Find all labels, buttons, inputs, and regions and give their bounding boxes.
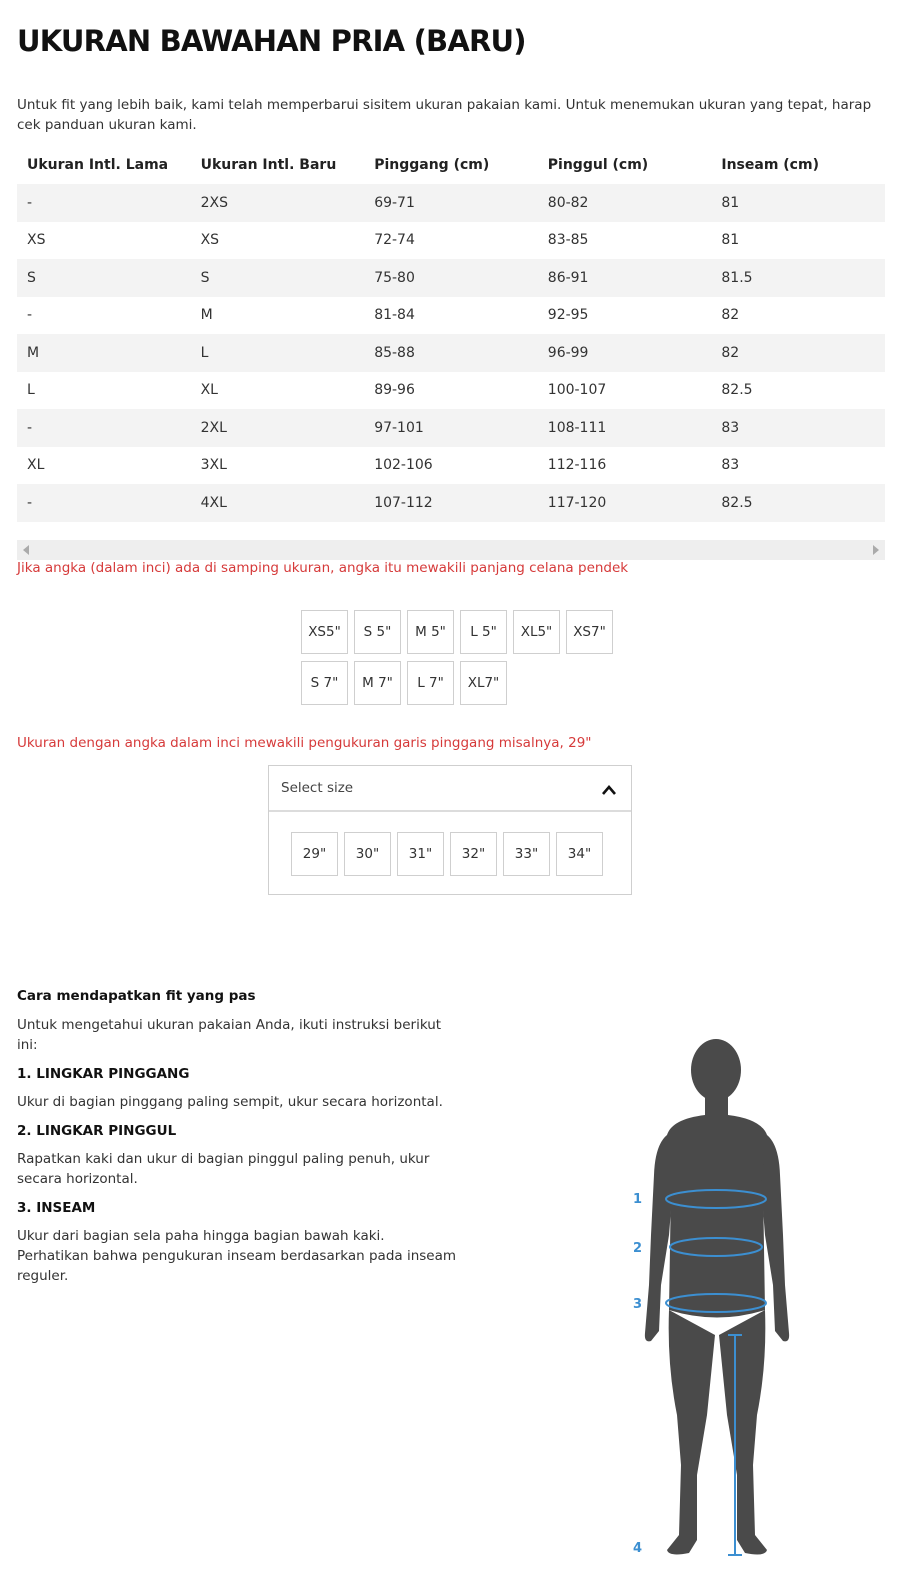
- waist-size-chip[interactable]: 30": [344, 832, 391, 876]
- table-cell: -: [17, 409, 191, 447]
- table-cell: 2XL: [191, 409, 365, 447]
- table-cell: 81.5: [711, 259, 885, 297]
- table-cell: S: [191, 259, 365, 297]
- table-cell: 81-84: [374, 307, 415, 324]
- table-row: [17, 447, 885, 485]
- table-cell: 107-112: [364, 484, 538, 522]
- size-chip[interactable]: XS5": [301, 610, 348, 654]
- fit-guide: [17, 985, 457, 1286]
- table-row: [17, 484, 885, 522]
- table-cell: L: [27, 382, 35, 399]
- table-cell: 92-95: [547, 307, 589, 324]
- measure-label-hip: 2: [633, 1241, 643, 1256]
- column-header: Ukuran Intl. Baru: [200, 157, 337, 173]
- table-cell: 3XL: [200, 457, 227, 474]
- size-selector: [268, 765, 632, 895]
- table-cell: 100-107: [547, 382, 607, 399]
- intro-text: Untuk fit yang lebih baik, kami telah memperbarui sisitem ukuran pakaian kami. Untuk menemukan ukuran yang tepat, harap cek panduan ukuran kami.: [17, 97, 872, 133]
- table-cell: 81: [721, 232, 740, 249]
- table-row: [17, 222, 885, 260]
- measure-label-inseam-top: 3: [633, 1297, 643, 1312]
- table-cell: -: [27, 307, 33, 324]
- table-row: [17, 409, 885, 447]
- table-cell: XL: [27, 457, 45, 474]
- horizontal-scrollbar[interactable]: [17, 540, 885, 560]
- waist-size-chip[interactable]: 32": [450, 832, 497, 876]
- table-cell: L: [191, 334, 365, 372]
- table-cell: 83: [721, 457, 740, 474]
- table-cell: 97-101: [364, 409, 538, 447]
- table-cell: 82.5: [721, 382, 753, 399]
- table-cell: XL: [200, 382, 218, 399]
- size-chip[interactable]: XL7": [460, 661, 507, 705]
- step-title: 3. INSEAM: [17, 1200, 96, 1216]
- table-cell: 82: [711, 334, 885, 372]
- table-cell: S: [17, 259, 191, 297]
- chevron-up-icon: [601, 784, 617, 796]
- size-chip[interactable]: XS7": [566, 610, 613, 654]
- table-cell: 82.5: [711, 484, 885, 522]
- table-header-row: [17, 146, 885, 184]
- measure-label-waist: 1: [633, 1192, 643, 1207]
- table-cell: 2XS: [191, 184, 365, 222]
- table-cell: 83-85: [547, 232, 589, 249]
- waist-size-chip[interactable]: 34": [556, 832, 603, 876]
- table-cell: 72-74: [374, 232, 415, 249]
- column-header: Pinggul (cm): [547, 157, 649, 173]
- table-cell: 108-111: [538, 409, 712, 447]
- waist-size-chip[interactable]: 29": [291, 832, 338, 876]
- shorts-length-note: Jika angka (dalam inci) ada di samping ukuran, angka itu mewakili panjang celana pendek: [17, 560, 629, 576]
- table-cell: XS: [200, 232, 220, 249]
- waist-size-chip[interactable]: 33": [503, 832, 550, 876]
- step-text: Ukur dari bagian sela paha hingga bagian bawah kaki. Perhatikan bahwa pengukuran inseam berdasarkan pada inseam reguler.: [17, 1228, 457, 1284]
- table-cell: 117-120: [538, 484, 712, 522]
- table-cell: 96-99: [538, 334, 712, 372]
- table-row: [17, 184, 885, 222]
- scroll-right-icon[interactable]: [873, 545, 879, 555]
- table-cell: M: [200, 307, 213, 324]
- size-chip[interactable]: S 5": [354, 610, 401, 654]
- body-silhouette-icon: [617, 1035, 837, 1565]
- size-chip[interactable]: M 7": [354, 661, 401, 705]
- table-cell: 83: [711, 409, 885, 447]
- step-text: Rapatkan kaki dan ukur di bagian pinggul paling penuh, ukur secara horizontal.: [17, 1151, 430, 1187]
- table-row: [17, 334, 885, 372]
- table-cell: 86-91: [538, 259, 712, 297]
- table-cell: 102-106: [374, 457, 433, 474]
- scroll-left-icon[interactable]: [23, 545, 29, 555]
- waist-size-chip[interactable]: 31": [397, 832, 444, 876]
- table-row: [17, 259, 885, 297]
- guide-heading: Cara mendapatkan fit yang pas: [17, 988, 256, 1004]
- waist-size-note: Ukuran dengan angka dalam inci mewakili pengukuran garis pinggang misalnya, 29": [17, 735, 592, 751]
- table-cell: -: [17, 184, 191, 222]
- table-cell: M: [17, 334, 191, 372]
- size-chip[interactable]: M 5": [407, 610, 454, 654]
- table-cell: -: [17, 484, 191, 522]
- table-cell: 81: [711, 184, 885, 222]
- size-select-toggle[interactable]: [269, 766, 631, 812]
- column-header: Ukuran Intl. Lama: [27, 157, 169, 173]
- size-chip[interactable]: S 7": [301, 661, 348, 705]
- step-title: 1. LINGKAR PINGGANG: [17, 1066, 190, 1082]
- table-cell: 75-80: [364, 259, 538, 297]
- page-title: UKURAN BAWAHAN PRIA (BARU): [17, 24, 526, 58]
- column-header: Pinggang (cm): [374, 157, 490, 173]
- column-header: Inseam (cm): [721, 157, 819, 173]
- size-table: [17, 146, 885, 522]
- table-cell: 89-96: [374, 382, 415, 399]
- table-cell: 82: [721, 307, 740, 324]
- step-title: 2. LINGKAR PINGGUL: [17, 1123, 177, 1139]
- size-chip[interactable]: L 5": [460, 610, 507, 654]
- body-measurement-figure: [617, 1035, 837, 1565]
- table-row: [17, 297, 885, 335]
- step-text: Ukur di bagian pinggang paling sempit, ukur secara horizontal.: [17, 1094, 443, 1110]
- guide-intro: Untuk mengetahui ukuran pakaian Anda, ikuti instruksi berikut ini:: [17, 1017, 442, 1053]
- table-row: [17, 372, 885, 410]
- size-chip[interactable]: XL5": [513, 610, 560, 654]
- table-cell: 80-82: [538, 184, 712, 222]
- table-cell: 85-88: [364, 334, 538, 372]
- table-cell: XS: [27, 232, 46, 249]
- table-cell: 69-71: [364, 184, 538, 222]
- size-chip[interactable]: L 7": [407, 661, 454, 705]
- measure-label-inseam-bottom: 4: [633, 1541, 643, 1556]
- size-select-label: Select size: [281, 780, 354, 796]
- table-cell: 112-116: [547, 457, 607, 474]
- table-cell: 4XL: [191, 484, 365, 522]
